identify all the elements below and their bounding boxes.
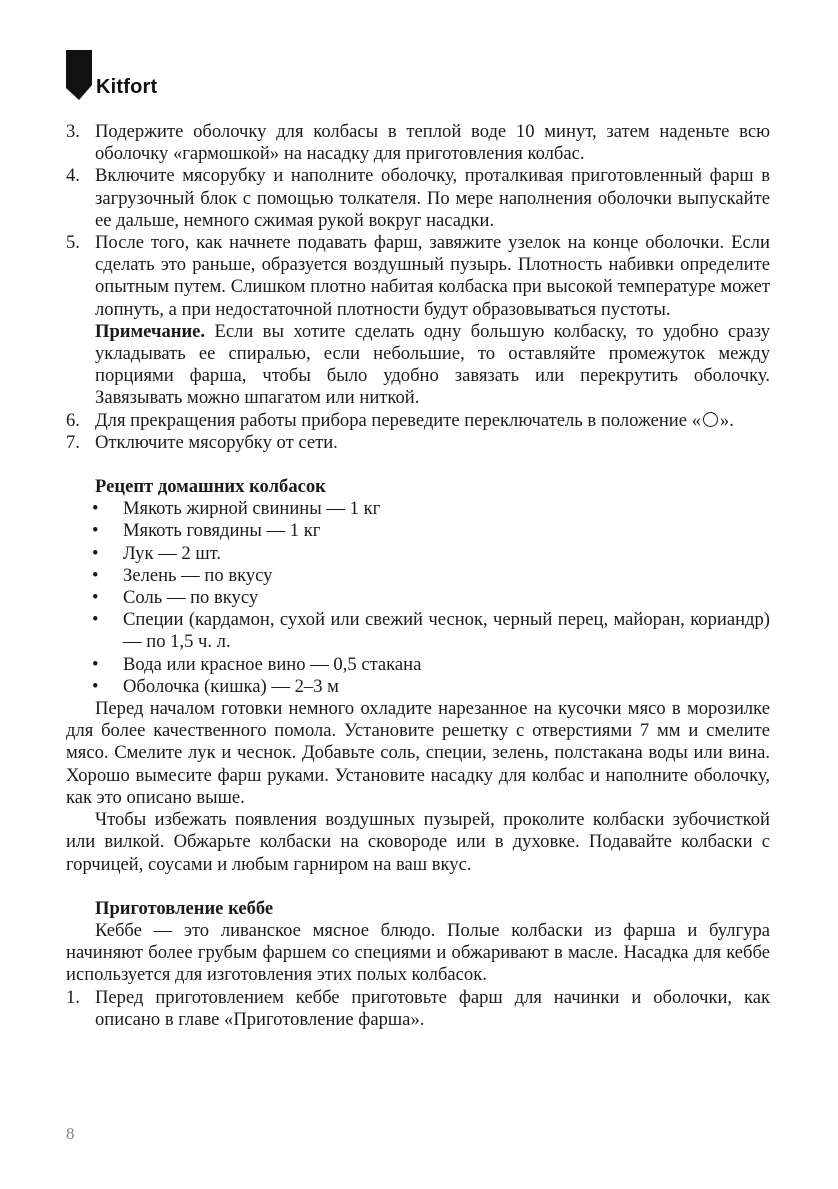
list-item bbox=[66, 410, 770, 432]
list-item bbox=[66, 121, 770, 165]
kebbe-steps-list bbox=[66, 987, 770, 1031]
step-text: Подержите оболочку для колбасы в теплой воде 10 минут, затем наденьте всю оболочку «гармошкой» на насадку для приготовления колбас. bbox=[95, 121, 770, 165]
bullet: • bbox=[92, 609, 99, 631]
ingredient-text: Зелень — по вкусу bbox=[123, 564, 273, 586]
step-number: 6. bbox=[66, 409, 80, 431]
list-item bbox=[66, 987, 770, 1031]
list-item bbox=[66, 609, 770, 653]
ingredient-text: Мякоть говядины — 1 кг bbox=[123, 520, 321, 542]
ingredient-text: Специи (кардамон, сухой или свежий чеснок, черный перец, майоран, кориандр) — по 1,5 ч. л. bbox=[123, 609, 770, 653]
brand-name: Kitfort bbox=[96, 76, 158, 98]
bullet: • bbox=[92, 498, 99, 520]
recipe-paragraph: Чтобы избежать появления воздушных пузырей, проколите колбаски зубочисткой или вилкой. Обжарьте колбаски на сковороде или в духовке. Подавайте колбаски с горчицей, соусами и любым гарниром на ваш вкус. bbox=[66, 809, 770, 875]
list-item bbox=[66, 165, 770, 232]
recipe-heading: Рецепт домашних колбасок bbox=[95, 476, 326, 498]
list-item bbox=[66, 432, 770, 454]
note-paragraph bbox=[66, 321, 770, 410]
list-item bbox=[66, 498, 770, 520]
kebbe-paragraph: Кеббе — это ливанское мясное блюдо. Полые колбаски из фарша и булгура начиняют более грубым фаршем со специями и обжаривают в масле. Насадка для кеббе используется для изготовления этих полых колбасок. bbox=[66, 919, 770, 986]
steps-list-end bbox=[66, 410, 770, 454]
list-item bbox=[66, 543, 770, 565]
list-item bbox=[66, 565, 770, 587]
off-position-circle-icon bbox=[703, 412, 718, 427]
step-text: Отключите мясорубку от сети. bbox=[95, 431, 338, 453]
step-number: 5. bbox=[66, 232, 80, 254]
kitfort-logo-icon bbox=[66, 50, 92, 100]
step-text: Перед приготовлением кеббе приготовьте фарш для начинки и оболочки, как описано в главе «Приготовление фарша». bbox=[95, 986, 770, 1030]
step-number: 1. bbox=[66, 986, 80, 1008]
bullet: • bbox=[92, 587, 99, 609]
list-item bbox=[66, 520, 770, 542]
step-text: После того, как начнете подавать фарш, завяжите узелок на конце оболочки. Если сделать это раньше, образуется воздушный пузырь. Плотность набивки определите опытным путем. Слишком плотно набитая колбаска при высокой температуре может лопнуть, а при недостаточной плотности будут образовываться пустоты. bbox=[95, 232, 770, 320]
page-number: 8 bbox=[66, 1124, 75, 1143]
bullet: • bbox=[92, 564, 99, 586]
step-number: 3. bbox=[66, 121, 80, 142]
step-text-after: ». bbox=[719, 409, 734, 431]
ingredient-text: Оболочка (кишка) — 2–3 м bbox=[123, 675, 339, 697]
ingredient-text: Вода или красное вино — 0,5 стакана bbox=[123, 653, 422, 675]
step-text-before: Для прекращения работы прибора переведите переключатель в положение « bbox=[95, 409, 701, 431]
bullet: • bbox=[92, 520, 99, 542]
brand-logo bbox=[66, 50, 186, 102]
kebbe-heading: Приготовление кеббе bbox=[95, 897, 274, 919]
list-item bbox=[66, 676, 770, 698]
bullet: • bbox=[92, 542, 99, 564]
ingredient-text: Соль — по вкусу bbox=[123, 587, 259, 609]
ingredient-text: Лук — 2 шт. bbox=[123, 542, 222, 564]
step-number: 7. bbox=[66, 431, 80, 453]
ingredients-list bbox=[66, 498, 770, 698]
step-number: 4. bbox=[66, 165, 80, 187]
page-content bbox=[66, 121, 770, 1031]
step-text: Включите мясорубку и наполните оболочку, проталкивая приготовленный фарш в загрузочный блок с помощью толкателя. По мере наполнения оболочки выпускайте ее дальше, немного сжимая рукой вокруг насадки. bbox=[95, 165, 770, 231]
bullet: • bbox=[92, 675, 99, 697]
note-text: Если вы хотите сделать одну большую колбаску, то удобно сразу укладывать ее спиралью, если небольшие, то оставляйте промежуток между порциями фарша, чтобы было удобно завязать или перекрутить оболочку. Завязывать можно шпагатом или ниткой. bbox=[95, 320, 770, 409]
note-label: Примечание. bbox=[95, 320, 206, 342]
list-item bbox=[66, 587, 770, 609]
steps-list bbox=[66, 121, 770, 321]
list-item bbox=[66, 654, 770, 676]
recipe-paragraph: Перед началом готовки немного охладите нарезанное на кусочки мясо в морозилке для более качественного помола. Установите решетку с отверстиями 7 мм и смелите мясо. Смелите лук и чеснок. Добавьте соль, специи, зелень, полстакана воды или вина. Хорошо вымесите фарш руками. Установите насадку для колбас и наполните оболочку, как это описано выше. bbox=[66, 698, 770, 808]
ingredient-text: Мякоть жирной свинины — 1 кг bbox=[123, 498, 381, 520]
bullet: • bbox=[92, 653, 99, 675]
list-item bbox=[66, 232, 770, 321]
